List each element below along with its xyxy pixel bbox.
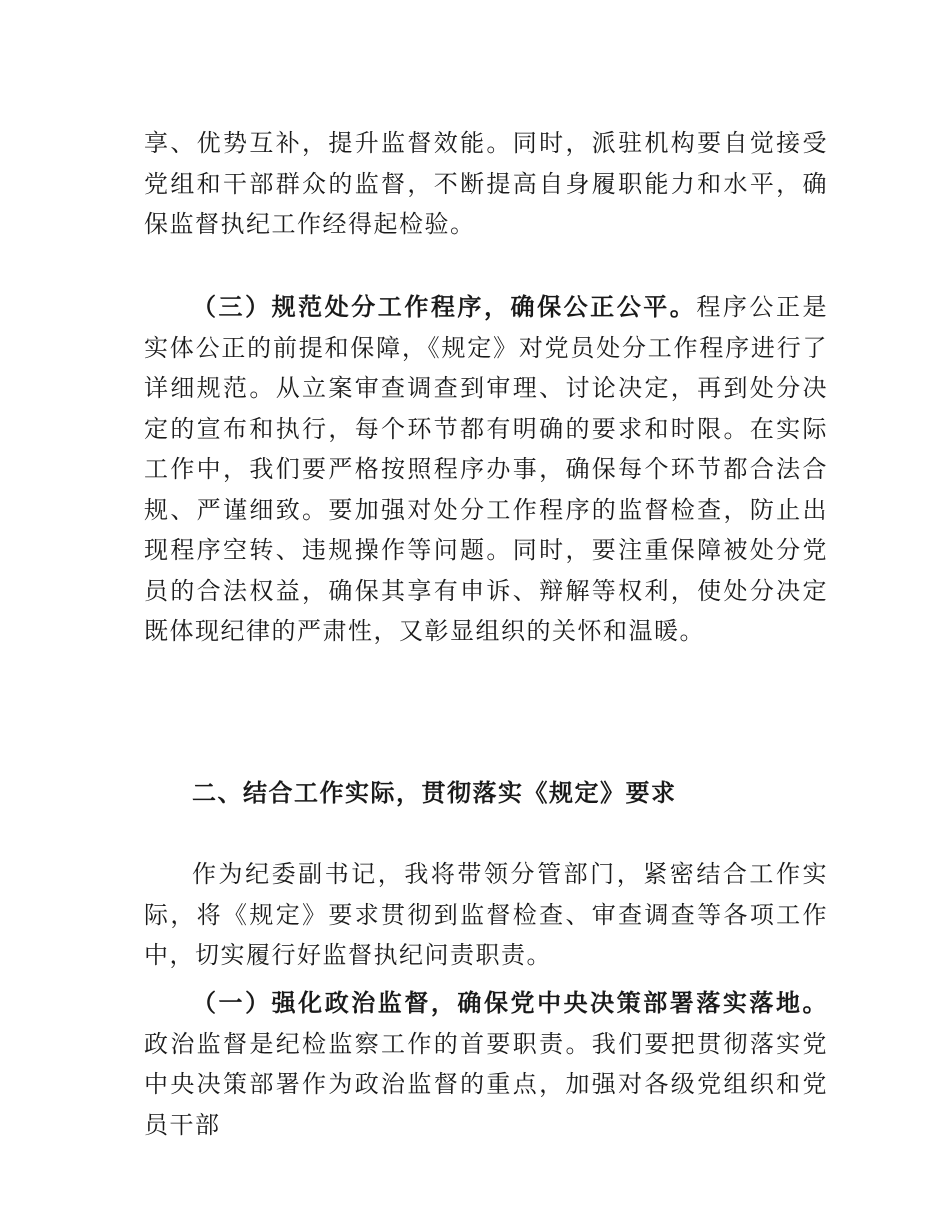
paragraph-lead-heading: （一）强化政治监督，确保党中央决策部署落实落地。 xyxy=(192,989,828,1017)
paragraph-political-supervision xyxy=(144,983,828,1145)
paragraph-text: 程序公正是实体公正的前提和保障，《规定》对党员处分工作程序进行了详细规范。从立案审查调查到审理、讨论决定，再到处分决定的宣布和执行，每个环节都有明确的要求和时限。在实际工作中，我们要严格按照程序办事，确保每个环节都合法合规、严谨细致。要加强对处分工作程序的监督检查，防止出现程序空转、违规操作等问题。同时，要注重保障被处分党员的合法权益，确保其享有申诉、辩解等权利，使处分决定既体现纪律的严肃性，又彰显组织的关怀和温暖。 xyxy=(144,293,829,645)
paragraph-text: 政治监督是纪检监察工作的首要职责。我们要把贯彻落实党中央决策部署作为政治监督的重点，加强对各级党组织和党员干部 xyxy=(144,1029,828,1139)
paragraph-lead-heading: （三）规范处分工作程序，确保公正公平。 xyxy=(192,293,697,321)
paragraph-continuation xyxy=(144,123,828,245)
paragraph-text: 享、优势互补，提升监督效能。同时，派驻机构要自觉接受党组和干部群众的监督，不断提高自身履职能力和水平，确保监督执纪工作经得起检验。 xyxy=(144,129,828,238)
paragraph-intro xyxy=(144,854,828,976)
paragraph-text: 作为纪委副书记，我将带领分管部门，紧密结合工作实际，将《规定》要求贯彻到监督检查、审查调查等各项工作中，切实履行好监督执纪问责职责。 xyxy=(144,860,828,969)
paragraph-procedure xyxy=(144,287,828,652)
section-heading: 二、结合工作实际，贯彻落实《规定》要求 xyxy=(192,779,677,807)
